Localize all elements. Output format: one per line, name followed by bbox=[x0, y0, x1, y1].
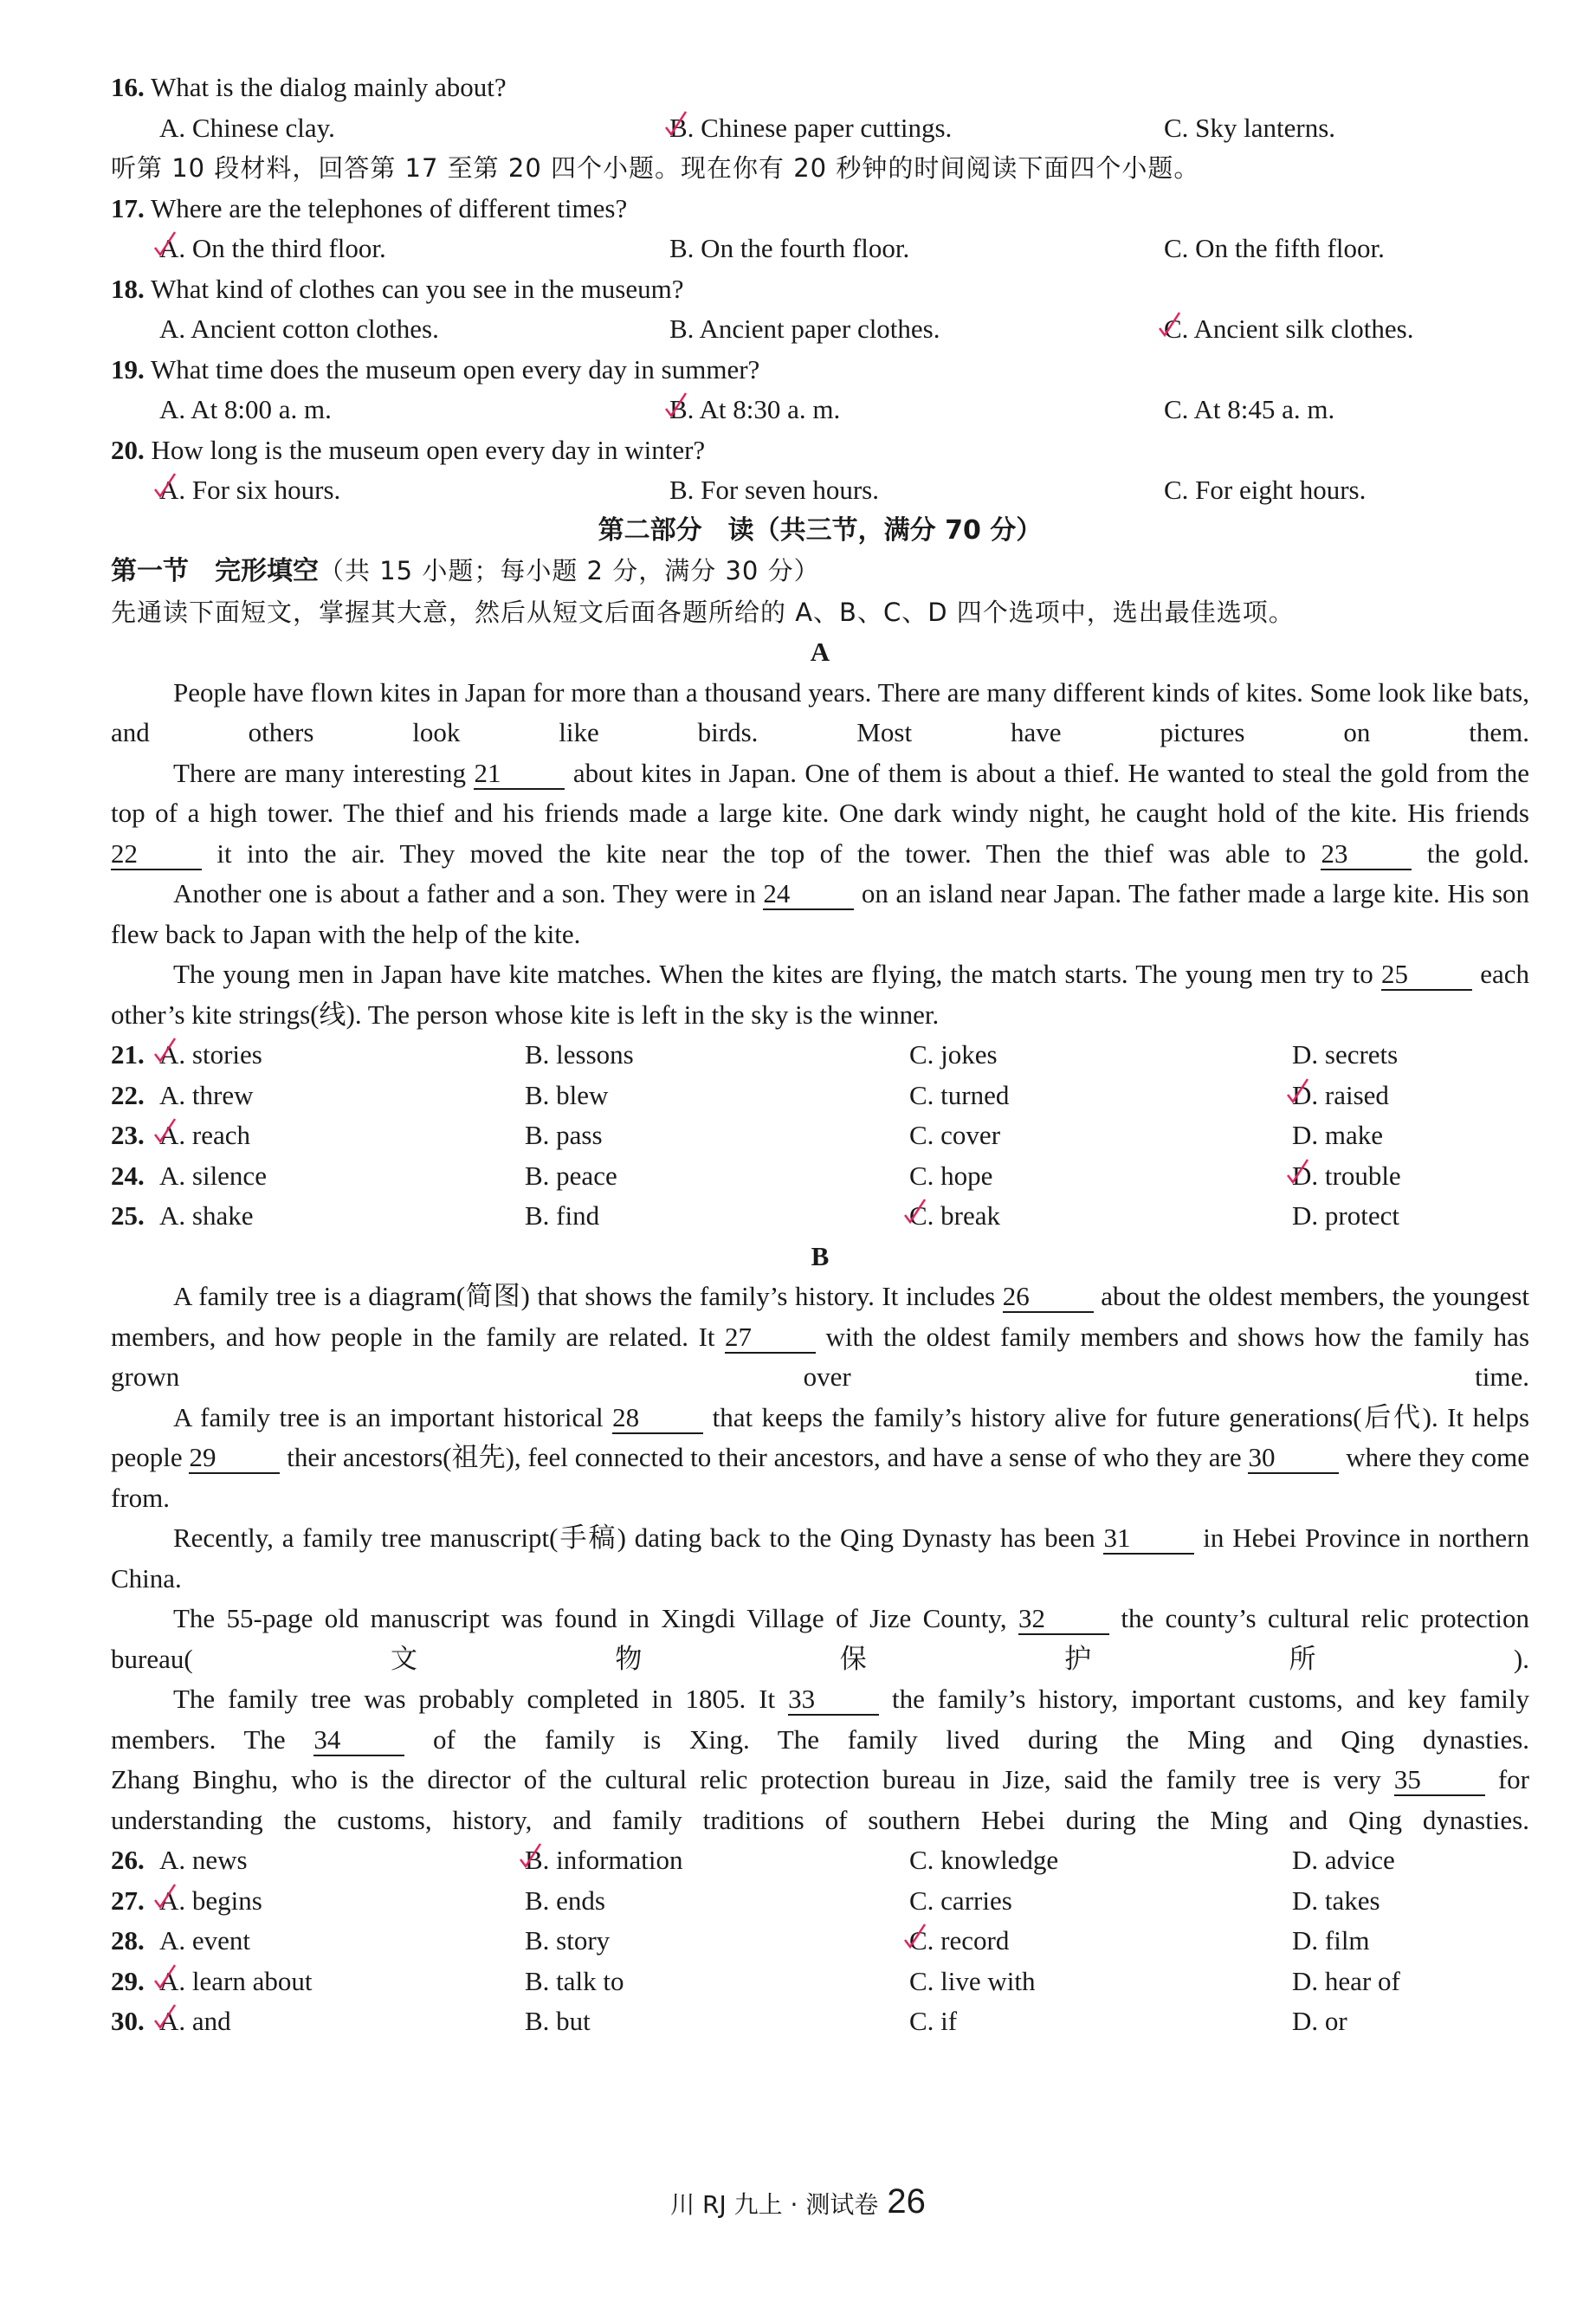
question-number: 22. bbox=[111, 1079, 145, 1110]
option-b: B. pass bbox=[525, 1120, 603, 1150]
option-c: C. On the fifth floor. bbox=[1164, 233, 1385, 263]
page-number: 26 bbox=[887, 2182, 926, 2221]
text: the gold. bbox=[1426, 837, 1530, 869]
option-row bbox=[111, 1035, 1529, 1076]
option-b: B. find bbox=[525, 1200, 600, 1231]
option-b: B. information bbox=[525, 1845, 683, 1875]
option-a: A. reach bbox=[159, 1120, 250, 1150]
blank-25: 25 bbox=[1381, 960, 1472, 991]
option-a: A. At 8:00 a. m. bbox=[159, 394, 332, 424]
question-number: 16. bbox=[111, 72, 145, 102]
question-17-options bbox=[111, 229, 1529, 269]
section-1-title: 第一节 完形填空 bbox=[111, 556, 319, 586]
blank-35: 35 bbox=[1394, 1765, 1485, 1796]
passage-a-label: A bbox=[810, 637, 830, 667]
option-a: A. and bbox=[159, 2006, 231, 2036]
option-b: B. lessons bbox=[525, 1039, 634, 1070]
option-c: C. Sky lanterns. bbox=[1164, 112, 1336, 143]
option-d: D. raised bbox=[1292, 1079, 1389, 1110]
question-19-options bbox=[111, 390, 1529, 430]
option-a: A. threw bbox=[159, 1079, 254, 1110]
section-1-instruction: 先通读下面短文，掌握其大意，然后从短文后面各题所给的 A、B、C、D 四个选项中，选出最佳选项。 bbox=[111, 597, 1295, 627]
question-number: 24. bbox=[111, 1160, 145, 1191]
option-row bbox=[111, 1881, 1529, 1922]
blank-23: 23 bbox=[1321, 839, 1412, 870]
test-page bbox=[111, 68, 1529, 2042]
option-b: B. but bbox=[525, 2006, 591, 2036]
passage-b-paragraph-2 bbox=[111, 1398, 1529, 1519]
option-d: D. or bbox=[1292, 2006, 1347, 2036]
question-number: 25. bbox=[111, 1200, 145, 1231]
option-c: C. Ancient silk clothes. bbox=[1164, 314, 1414, 344]
option-d: D. film bbox=[1292, 1925, 1370, 1956]
question-18-options bbox=[111, 309, 1529, 350]
question-text: What is the dialog mainly about? bbox=[150, 72, 507, 102]
text: A family tree is a diagram(简图) that shows the family’s history. It includes bbox=[173, 1281, 996, 1311]
text: The young men in Japan have kite matches. When the kites are flying, the match starts. The young men try to bbox=[173, 959, 1373, 989]
blank-29: 29 bbox=[189, 1443, 280, 1474]
passage-b-paragraph-5 bbox=[111, 1679, 1529, 1760]
option-c: C. cover bbox=[909, 1120, 1001, 1150]
blank-33: 33 bbox=[788, 1684, 879, 1716]
option-a: A. begins bbox=[159, 1885, 262, 1916]
text: of the family is Xing. The family lived during the Ming and Qing dynasties. bbox=[433, 1723, 1530, 1755]
option-b: B. talk to bbox=[525, 1965, 624, 1996]
text: The family tree was probably completed in 1805. It bbox=[173, 1684, 776, 1714]
passage-a-paragraph-2 bbox=[111, 753, 1529, 875]
question-17 bbox=[111, 189, 1529, 230]
text: for understanding the customs, history, and family traditions of southern Hebei during the Ming and Qing dynasties. bbox=[111, 1764, 1530, 1835]
option-b: B. peace bbox=[525, 1160, 617, 1191]
option-b: B. On the fourth floor. bbox=[669, 233, 910, 263]
blank-30: 30 bbox=[1248, 1443, 1339, 1474]
option-c: C. For eight hours. bbox=[1164, 475, 1367, 505]
question-number: 23. bbox=[111, 1120, 145, 1150]
option-d: D. hear of bbox=[1292, 1965, 1400, 1996]
section-1-heading bbox=[111, 551, 1529, 592]
option-b: B. For seven hours. bbox=[669, 475, 879, 505]
text: about kites in Japan. One of them is about a thief. He wanted to steal the gold from the top of a high tower. The thief and his friends made a large kite. One dark windy night, he caught hold of the kite. His friends bbox=[111, 757, 1530, 828]
option-a: A. learn about bbox=[159, 1965, 313, 1996]
option-c: C. live with bbox=[909, 1965, 1036, 1996]
passage-a-paragraph-3 bbox=[111, 874, 1529, 954]
question-text: What time does the museum open every day in summer? bbox=[150, 353, 760, 385]
blank-32: 32 bbox=[1018, 1604, 1109, 1635]
passage-a-paragraph-4 bbox=[111, 954, 1529, 1035]
question-19 bbox=[111, 350, 1529, 391]
option-d: D. takes bbox=[1292, 1885, 1380, 1916]
option-c: C. turned bbox=[909, 1079, 1010, 1110]
option-d: D. make bbox=[1292, 1120, 1384, 1150]
text: Recently, a family tree manuscript(手稿) dating back to the Qing Dynasty has been bbox=[173, 1523, 1095, 1553]
option-d: D. protect bbox=[1292, 1200, 1399, 1231]
passage-b-paragraph-3 bbox=[111, 1518, 1529, 1599]
passage-a-paragraph-1: People have flown kites in Japan for more than a thousand years. There are many different kinds of kites. Some look like bats, and others look like birds. Most have pictures on them. bbox=[111, 676, 1529, 747]
passage-b-paragraph-6 bbox=[111, 1760, 1529, 1840]
blank-21: 21 bbox=[474, 759, 565, 790]
question-number: 30. bbox=[111, 2006, 145, 2036]
option-a: A. Ancient cotton clothes. bbox=[159, 314, 439, 344]
blank-22: 22 bbox=[111, 839, 202, 870]
text: the county’s cultural relic protection bureau(文物保护所). bbox=[111, 1603, 1530, 1674]
option-row bbox=[111, 1962, 1529, 2002]
question-20-options bbox=[111, 470, 1529, 511]
option-d: D. advice bbox=[1292, 1845, 1395, 1875]
part-2-title: 第二部分 读（共三节，满分 70 分） bbox=[598, 514, 1043, 546]
text: Another one is about a father and a son. They were in bbox=[173, 878, 756, 908]
passage-b-paragraph-1 bbox=[111, 1277, 1529, 1398]
option-row bbox=[111, 1076, 1529, 1116]
option-b: B. Chinese paper cuttings. bbox=[669, 112, 953, 143]
question-number: 17. bbox=[111, 192, 145, 223]
option-c: C. At 8:45 a. m. bbox=[1164, 394, 1335, 424]
blank-27: 27 bbox=[725, 1322, 816, 1354]
question-number: 19. bbox=[111, 353, 145, 385]
text: in Hebei Province in northern China. bbox=[111, 1523, 1530, 1594]
text: about the oldest members, the youngest members, and how people in the family are related. It bbox=[111, 1281, 1530, 1352]
option-row bbox=[111, 1196, 1529, 1237]
blank-26: 26 bbox=[1003, 1282, 1094, 1313]
text: A family tree is an important historical bbox=[173, 1401, 604, 1432]
section-1-note: （共 15 小题；每小题 2 分，满分 30 分） bbox=[319, 556, 820, 585]
option-row bbox=[111, 1921, 1529, 1962]
option-b: B. Ancient paper clothes. bbox=[669, 314, 940, 344]
question-text: What kind of clothes can you see in the museum? bbox=[150, 273, 684, 304]
option-d: D. secrets bbox=[1292, 1039, 1399, 1070]
question-18 bbox=[111, 269, 1529, 310]
question-number: 18. bbox=[111, 273, 145, 304]
text: on an island near Japan. The father made a large kite. His son flew back to Japan with the help of the kite. bbox=[111, 878, 1530, 949]
text: each other’s kite strings(线). The person whose kite is left in the sky is the winner. bbox=[111, 959, 1529, 1030]
text: the family’s history, important customs, and key family members. The bbox=[111, 1684, 1530, 1755]
question-text: Where are the telephones of different times? bbox=[150, 192, 628, 223]
option-row bbox=[111, 1115, 1529, 1156]
option-a: A. For six hours. bbox=[159, 475, 341, 505]
question-number: 20. bbox=[111, 434, 145, 465]
footer-label: 川 RJ 九上 · 测试卷 bbox=[670, 2190, 879, 2219]
option-c: C. hope bbox=[909, 1160, 993, 1191]
text: their ancestors(祖先), feel connected to their ancestors, and have a sense of who they are bbox=[287, 1442, 1242, 1472]
option-row bbox=[111, 1840, 1529, 1881]
option-c: C. break bbox=[909, 1200, 1001, 1231]
text: with the oldest family members and shows how the family has grown over time. bbox=[111, 1321, 1530, 1392]
page-footer bbox=[0, 2182, 1596, 2221]
options-21-25 bbox=[111, 1035, 1529, 1237]
option-c: C. knowledge bbox=[909, 1845, 1059, 1875]
question-20 bbox=[111, 430, 1529, 471]
passage-b-paragraph-4 bbox=[111, 1599, 1529, 1679]
option-a: A. On the third floor. bbox=[159, 233, 386, 263]
question-16-options bbox=[111, 108, 1529, 149]
option-a: A. event bbox=[159, 1925, 251, 1956]
question-number: 28. bbox=[111, 1925, 145, 1956]
option-a: A. silence bbox=[159, 1160, 267, 1191]
option-c: C. if bbox=[909, 2006, 958, 2036]
text: that keeps the family’s history alive for future generations(后代). It helps people bbox=[111, 1401, 1530, 1472]
option-row bbox=[111, 2001, 1529, 2042]
option-a: A. shake bbox=[159, 1200, 254, 1231]
text: where they come from. bbox=[111, 1442, 1530, 1513]
blank-28: 28 bbox=[612, 1403, 703, 1434]
option-c: C. jokes bbox=[909, 1039, 998, 1070]
blank-31: 31 bbox=[1103, 1523, 1194, 1555]
question-number: 26. bbox=[111, 1845, 145, 1875]
blank-24: 24 bbox=[763, 879, 854, 910]
blank-34: 34 bbox=[313, 1725, 404, 1756]
listening-instruction: 听第 10 段材料，回答第 17 至第 20 四个小题。现在你有 20 秒钟的时间阅读下面四个小题。 bbox=[111, 153, 1200, 183]
option-row bbox=[111, 1156, 1529, 1197]
text: The 55-page old manuscript was found in Xingdi Village of Jize County, bbox=[173, 1603, 1007, 1633]
text: it into the air. They moved the kite near the top of the tower. Then the thief was able to bbox=[216, 837, 1307, 869]
option-a: A. news bbox=[159, 1845, 248, 1875]
question-16 bbox=[111, 68, 1529, 108]
question-text: How long is the museum open every day in winter? bbox=[151, 434, 706, 465]
option-b: B. At 8:30 a. m. bbox=[669, 394, 841, 424]
option-a: A. Chinese clay. bbox=[159, 112, 335, 143]
text: There are many interesting bbox=[173, 757, 467, 788]
option-a: A. stories bbox=[159, 1039, 262, 1070]
options-26-30 bbox=[111, 1840, 1529, 2042]
option-b: B. ends bbox=[525, 1885, 605, 1916]
option-d: D. trouble bbox=[1292, 1160, 1401, 1191]
question-number: 21. bbox=[111, 1039, 145, 1070]
text: Zhang Binghu, who is the director of the cultural relic protection bureau in Jize, said the family tree is very bbox=[111, 1764, 1381, 1794]
passage-b-label: B bbox=[811, 1240, 830, 1271]
option-c: C. carries bbox=[909, 1885, 1012, 1916]
option-b: B. blew bbox=[525, 1079, 609, 1110]
question-number: 27. bbox=[111, 1885, 145, 1916]
option-c: C. record bbox=[909, 1925, 1010, 1956]
option-b: B. story bbox=[525, 1925, 611, 1956]
question-number: 29. bbox=[111, 1965, 145, 1996]
